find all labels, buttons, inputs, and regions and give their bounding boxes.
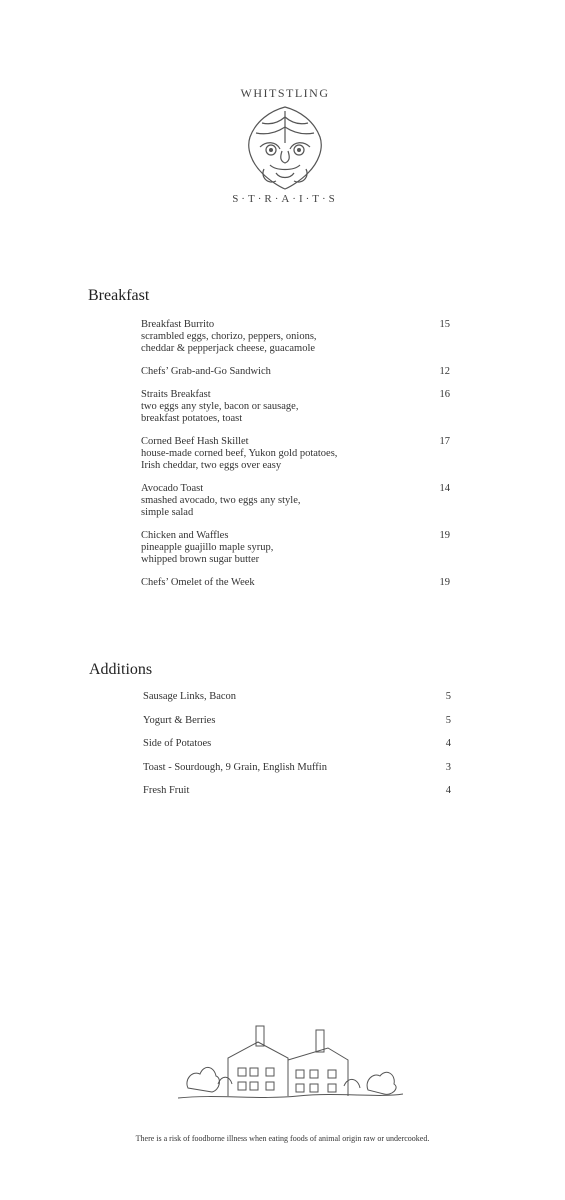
menu-item xyxy=(141,577,450,589)
item-price: 3 xyxy=(445,761,451,773)
menu-item xyxy=(143,738,451,750)
menu-item xyxy=(143,785,451,797)
item-name: Avocado Toast xyxy=(141,483,204,494)
item-price: 5 xyxy=(445,714,451,726)
item-name: Toast - Sourdough, 9 Grain, English Muffin xyxy=(143,761,327,773)
menu-item xyxy=(143,715,451,727)
item-desc: scrambled eggs, chorizo, peppers, onions, xyxy=(141,331,317,342)
item-name: Sausage Links, Bacon xyxy=(143,691,237,702)
green-man-face-icon xyxy=(240,103,330,191)
item-name: Straits Breakfast xyxy=(141,389,211,400)
item-name: Chicken and Waffles xyxy=(141,530,229,541)
menu-item xyxy=(141,389,450,425)
item-name: Side of Potatoes xyxy=(143,738,212,749)
item-price: 4 xyxy=(445,785,451,796)
item-price: 19 xyxy=(439,577,450,588)
item-price: 14 xyxy=(439,483,450,494)
item-name: Chefs’ Omelet of the Week xyxy=(141,577,255,588)
item-price: 16 xyxy=(439,389,450,400)
item-desc: house-made corned beef, Yukon gold potatoes, xyxy=(141,448,338,459)
item-desc: two eggs any style, bacon or sausage, xyxy=(141,401,299,412)
item-name: Corned Beef Hash Skillet xyxy=(141,436,249,447)
item-desc: smashed avocado, two eggs any style, xyxy=(141,495,301,506)
item-price: 19 xyxy=(439,530,450,541)
menu-item xyxy=(141,319,450,355)
item-desc: simple salad xyxy=(141,507,194,518)
item-price: 15 xyxy=(439,319,450,330)
breakfast-title: Breakfast xyxy=(88,287,150,304)
item-name: Fresh Fruit xyxy=(143,785,190,796)
additions-title: Additions xyxy=(89,661,153,678)
item-price: 5 xyxy=(445,691,451,702)
menu-item xyxy=(143,691,451,703)
menu-item xyxy=(141,436,450,472)
item-desc: cheddar & pepperjack cheese, guacamole xyxy=(141,343,316,354)
item-desc: Irish cheddar, two eggs over easy xyxy=(141,460,282,471)
item-name: Yogurt & Berries xyxy=(143,714,216,726)
item-name: Chefs’ Grab-and-Go Sandwich xyxy=(141,366,271,377)
menu-item xyxy=(141,366,450,378)
disclaimer: There is a risk of foodborne illness when eating foods of animal origin raw or undercooked. xyxy=(135,1134,430,1143)
logo xyxy=(230,86,340,205)
item-price: 17 xyxy=(439,436,450,447)
item-desc: pineapple guajillo maple syrup, xyxy=(141,542,274,553)
logo-top-text: WHITSTLING xyxy=(240,86,330,100)
logo-bottom-text: S·T·R·A·I·T·S xyxy=(232,193,338,205)
breakfast-list xyxy=(141,319,450,600)
item-name: Breakfast Burrito xyxy=(141,319,215,330)
menu-item xyxy=(143,762,451,774)
menu-item xyxy=(141,530,450,566)
clubhouse-illustration-icon xyxy=(178,1018,403,1103)
item-price: 12 xyxy=(439,366,450,377)
additions-list xyxy=(143,691,451,809)
item-desc: whipped brown sugar butter xyxy=(141,554,260,565)
item-price: 4 xyxy=(445,738,451,749)
menu-item xyxy=(141,483,450,519)
item-desc: breakfast potatoes, toast xyxy=(141,413,243,424)
